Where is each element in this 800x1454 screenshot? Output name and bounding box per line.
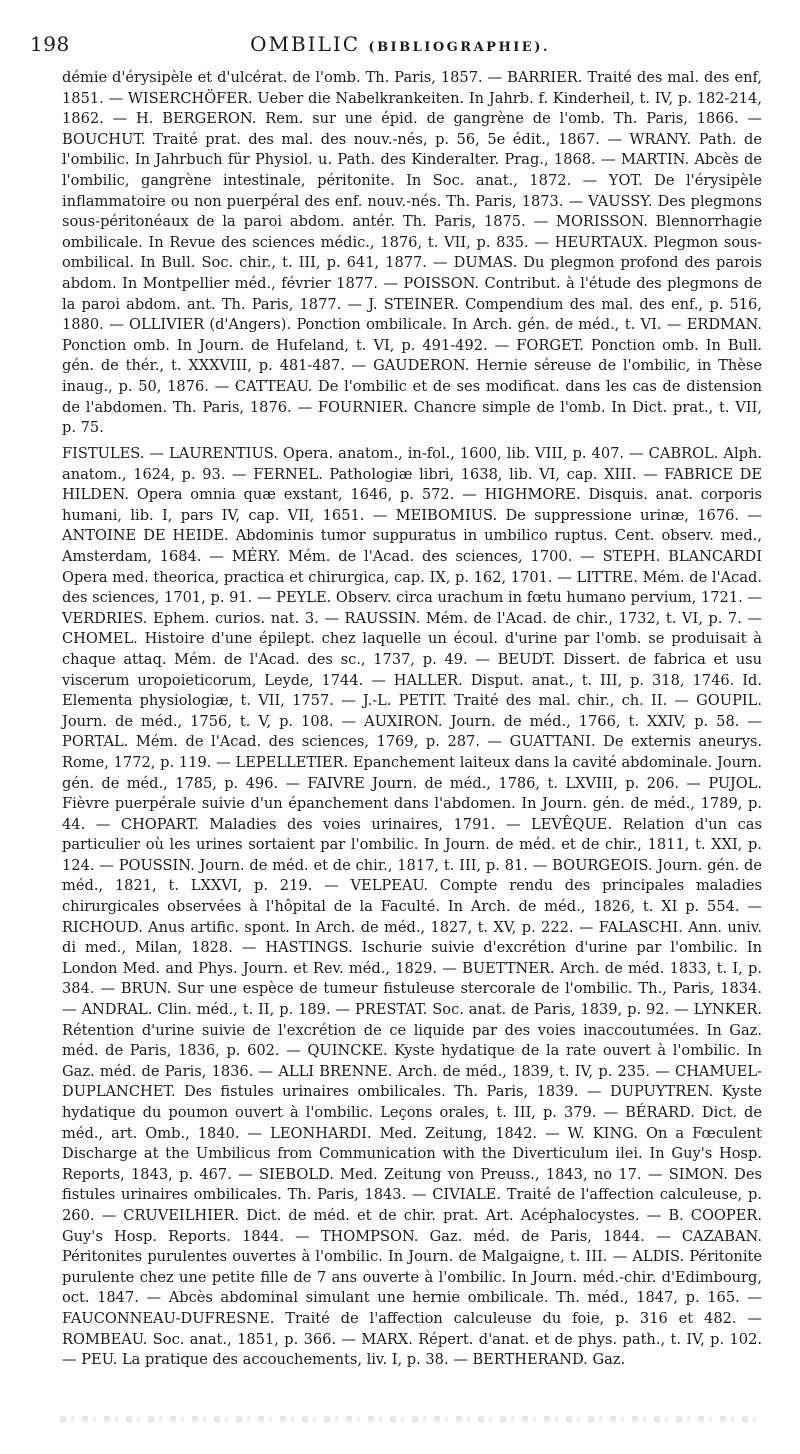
paragraph-text: démie d'érysipèle et d'ulcérat. de l'omb. Th. Paris, 1857. — BARRIER. Traité des mal. des enf, 1851. — WISERCHÖFER. Ueber die Nabelkrankeiten. In Jahrb. f. Kinderheil, t. IV, p. 182-214, 1862. — H. BERGERON. Rem. sur une épid. de gangrène de l'omb. Th. Paris, 1866. — BOUCHUT. Traité prat. des mal. des nouv.-nés, p. 56, 5e édit., 1867. — WRANY. Path. de l'ombilic. In Jahrbuch für Physiol. u. Path. des Kinderalter. Prag., 1868. — MARTIN. Abcès de l'ombilic, gangrène intestinale, péritonite. In Soc. anat., 1872. — YOT. De l'érysipèle inflammatoire ou non puerpéral des enf. nouv.-nés. Th. Paris, 1873. — VAUSSY. Des plegmons sous-péritonéaux de la paroi abdom. antér. Th. Paris, 1875. — MORISSON. Blennorrhagie ombilicale. In Revue des sciences médic., 1876, t. VII, p. 835. — HEURTAUX. Plegmon sous-ombilical. In Bull. Soc. chir., t. III, p. 641, 1877. — DUMAS. Du plegmon profond des parois abdom. In Montpellier méd., février 1877. — POISSON. Contribut. à l'étude des plegmons de la paroi abdom. ant. Th. Paris, 1877. — J. STEINER. Compendium des mal. des enf., p. 516, 1880. — OLLIVIER (d'Angers). Ponction ombilicale. In Arch. gén. de méd., t. VI. — ERDMAN. Ponction omb. In Journ. de Hufeland, t. VI, p. 491-492. — FORGET. Ponction omb. In Bull. gén. de thér., t. XXXVIII, p. 481-487. — GAUDERON. Hernie séreuse de l'ombilic, in Thèse inaug., p. 50, 1876. — CATTEAU. De l'ombilic et de ses modificat. dans les cas de distension de l'abdomen. Th. Paris, 1876. — FOURNIER. Chancre simple de l'omb. In Dict. prat., t. VII, p. 75. — [62, 69, 762, 437]
bibliography-paragraph-1 — [62, 68, 762, 439]
scan-artifact — [60, 1416, 760, 1422]
paragraph-text: FISTULES. — LAURENTIUS. Opera. anatom., in-fol., 1600, lib. VIII, p. 407. — CABROL. Alph. anatom., 1624, p. 93. — FERNEL. Pathologiæ libri, 1638, lib. VI, cap. XIII. — FABRICE DE HILDEN. Opera omnia quæ exstant, 1646, p. 572. — HIGHMORE. Disquis. anat. corporis humani, lib. I, pars IV, cap. VII, 1651. — MEIBOMIUS. De suppressione urinæ, 1676. — ANTOINE DE HEIDE. Abdominis tumor suppuratus in umbilico ruptus. Cent. observ. med., Amsterdam, 1684. — MÉRY. Mém. de l'Acad. des sciences, 1700. — STEPH. BLANCARDI Opera med. theorica, practica et chirurgica, cap. IX, p. 162, 1701. — LITTRE. Mém. de l'Acad. des sciences, 1701, p. 91. — PEYLE. Observ. circa urachum in fœtu humano pervium, 1721. — VERDRIES. Ephem. curios. nat. 3. — RAUSSIN. Mém. de l'Acad. de chir., 1732, t. VI, p. 7. — CHOMEL. Histoire d'une épilept. chez laquelle un écoul. d'urine par l'omb. se produisait à chaque attaq. Mém. de l'Acad. des sc., 1737, p. 49. — BEUDT. Dissert. de fabrica et usu viscerum uropoieticorum, Leyde, 1744. — HALLER. Disput. anat., t. III, p. 318, 1746. Id. Elementa physiologiæ, t. VII, 1757. — J.-L. PETIT. Traité des mal. chir., ch. II. — GOUPIL. Journ. de méd., 1756, t. V, p. 108. — AUXIRON. Journ. de méd., 1766, t. XXIV, p. 58. — PORTAL. Mém. de l'Acad. des sciences, 1769, p. 287. — GUATTANI. De externis aneurys. Rome, 1772, p. 119. — LEPELLETIER. Epanchement laiteux dans la cavité abdominale. Journ. gén. de méd., 1785, p. 496. — FAIVRE Journ. de méd., 1786, t. LXVIII, p. 206. — PUJOL. Fièvre puerpérale suivie d'un épanchement dans l'abdomen. In Journ. gén. de méd., 1789, p. 44. — CHOPART. Maladies des voies urinaires, 1791. — LEVÊQUE. Relation d'un cas particulier où les urines sortaient par l'ombilic. In Journ. de méd. et de chir., 1811, t. XXI, p. 124. — POUSSIN. Journ. de méd. et de chir., 1817, t. III, p. 81. — BOURGEOIS. Journ. gén. de méd., 1821, t. LXXVI, p. 219. — VELPEAU. Compte rendu des principales maladies chirurgicales observées à l'hôpital de la Faculté. In Arch. de méd., 1826, t. XI p. 554. — RICHOUD. Anus artific. spont. In Arch. de méd., 1827, t. XV, p. 222. — FALASCHI. Ann. univ. di med., Milan, 1828. — HASTINGS. Ischurie suivie d'excrétion d'urine par l'ombilic. In London Med. and Phys. Journ. et Rev. méd., 1829. — BUETTNER. Arch. de méd. 1833, t. I, p. 384. — BRUN. Sur une espèce de tumeur fistuleuse stercorale de l'ombilic. Th., Paris, 1834. — ANDRAL. Clin. méd., t. II, p. 189. — PRESTAT. Soc. anat. de Paris, 1839, p. 92. — LYNKER. Rétention d'urine suivie de l'excrétion de ce liquide par des voies inaccoutumées. In Gaz. méd. de Paris, 1836, p. 602. — QUINCKE. Kyste hydatique de la rate ouvert à l'ombilic. In Gaz. méd. de Paris, 1836. — ALLI BRENNE. Arch. de méd., 1839, t. IV, p. 235. — CHAMUEL-DUPLANCHET. Des fistules urinaires ombilicales. Th. Paris, 1839. — DUPUYTREN. Kyste hydatique du poumon ouvert à l'ombilic. Leçons orales, t. III, p. 379. — BÉRARD. Dict. de méd., art. Omb., 1840. — LEONHARDI. Med. Zeitung, 1842. — W. KING. On a Fœculent Discharge at the Umbilicus from Communication with the Diverticulum ilei. In Guy's Hosp. Reports, 1843, p. 467. — SIEBOLD. Med. Zeitung von Preuss., 1843, no 17. — SIMON. Des fistules urinaires ombilicales. Th. Paris, 1843. — CIVIALE. Traité de l'affection calculeuse, p. 260. — CRUVEILHIER. Dict. de méd. et de chir. prat. Art. Acéphalocystes. — B. COOPER. Guy's Hosp. Reports. 1844. — THOMPSON. Gaz. méd. de Paris, 1844. — CAZABAN. Péritonites purulentes ouvertes à l'ombilic. In Journ. de Malgaigne, t. III. — ALDIS. Péritonite purulente chez une petite fille de 7 ans ouverte à l'ombilic. In Journ. méd.-chir. d'Edimbourg, oct. 1847. — Abcès abdominal simulant une hernie ombilicale. Th. méd., 1847, p. 165. — FAUCONNEAU-DUFRESNE. Traité de l'affection calculeuse du foie, p. 316 et 482. — ROMBEAU. Soc. anat., 1851, p. 366. — MARX. Répert. d'anat. et de phys. path., t. IV, p. 102. — PEU. La pratique des accouchements, liv. I, p. 38. — BERTHERAND. Gaz. — [62, 445, 762, 1369]
running-title — [30, 32, 770, 56]
running-title-subtitle: (BIBLIOGRAPHIE). — [368, 40, 550, 55]
running-title-main: OMBILIC — [250, 32, 361, 56]
bibliography-paragraph-fistules — [62, 444, 762, 1371]
page-number: 198 — [30, 32, 70, 56]
running-header — [30, 30, 770, 60]
